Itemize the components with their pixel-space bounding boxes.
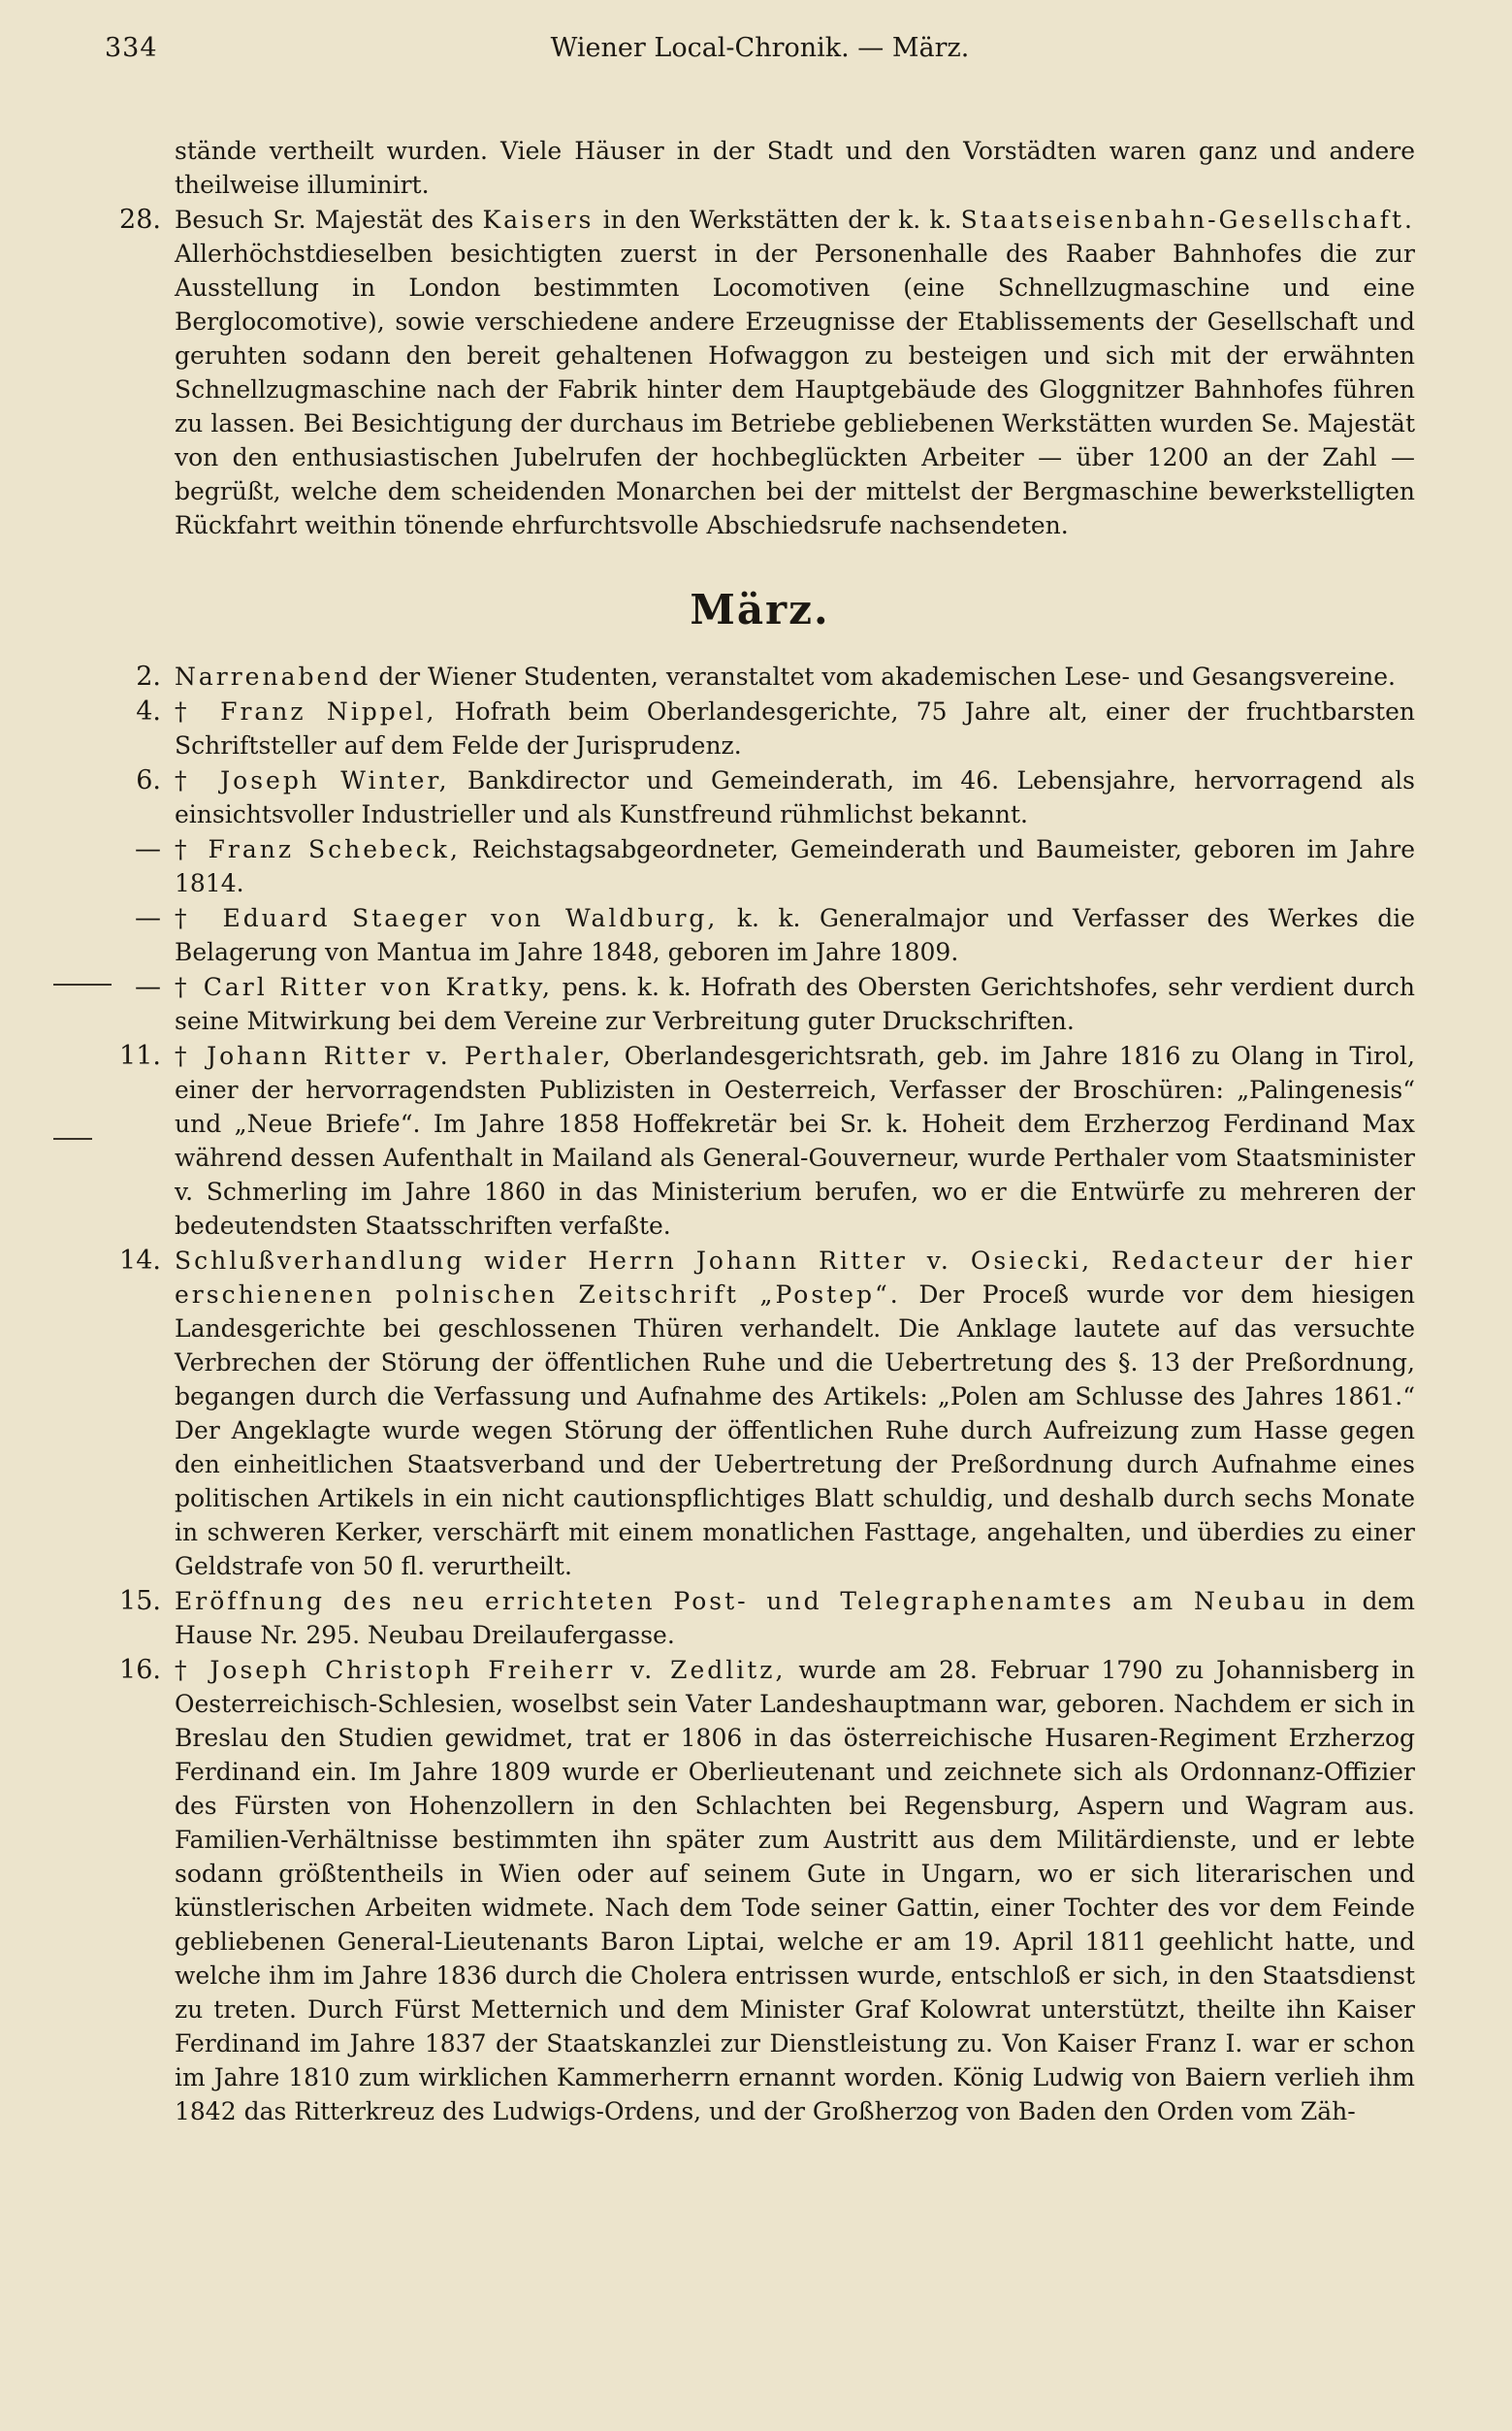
entry-text: † Joseph Christoph Freiherr v. Zedlitz, wurde am 28. Februar 1790 zu Johannisberg in Oesterreichisch-Schlesien, woselbst sein Vater Landeshauptmann war, geboren. Nachdem er sich in Breslau den Studien gewidmet, trat er 1806 in das österreichische Husaren-Regiment Erzherzog Ferdinand ein. Im Jahre 1809 wurde er Oberlieutenant und zeichnete sich als Ordonnanz-Offizier des Fürsten von Hohenzollern in den Schlachten bei Regensburg, Aspern und Wagram aus. Familien-Verhältnisse bestimmten ihn später zum Austritt aus dem Militärdienste, und er lebte sodann größtentheils in Wien oder auf seinem Gute in Ungarn, wo er sich literarischen und künstlerischen Arbeiten widmete. Nach dem Tode seiner Gattin, einer Tochter des vor dem Feinde gebliebenen General-Lieutenants Baron Liptai, welche er am 19. April 1811 geehlicht hatte, und welche ihm im Jahre 1836 durch die Cholera entrissen wurde, entschloß er sich, in den Staatsdienst zu treten. Durch Fürst Metternich und dem Minister Graf Kolowrat unterstützt, theilte ihn Kaiser Ferdinand im Jahre 1837 der Staatskanzlei zur Dienstleistung zu. Von Kaiser Franz I. war er schon im Jahre 1810 zum wirklichen Kammerherrn ernannt worden. König Ludwig von Baiern verlieh ihm 1842 das Ritterkreuz des Ludwigs-Ordens, und der Großherzog von Baden den Orden vom Zäh- (175, 1656, 1416, 2125)
emphasis-text: † Johann Ritter v. Perthaler, (175, 1042, 614, 1070)
list-item (105, 1039, 1415, 1243)
list-item (105, 1244, 1415, 1583)
list-item (105, 763, 1415, 831)
entry-number: 16. (119, 1655, 161, 1685)
entry-number: 2. (136, 662, 161, 692)
emphasis-text: Staatseisenbahn-Gesellschaft. (960, 206, 1415, 234)
emphasis-text: † Franz Nippel, (175, 697, 437, 726)
entry-number: 4. (136, 697, 161, 727)
entry-text: † Johann Ritter v. Perthaler, Oberlandesgerichtsrath, geb. im Jahre 1816 zu Olang in Tirol, einer der hervorragendsten Publizisten in Oesterreich, Verfasser der Broschüren: „Palingenesis“ und „Neue Briefe“. Im Jahre 1858 Hoffekretär bei Sr. k. Hoheit dem Erzherzog Ferdinand Max während dessen Aufenthalt in Mailand als General-Gouverneur, wurde Perthaler vom Staatsminister v. Schmerling im Jahre 1860 in das Ministerium berufen, wo er die Entwürfe zu mehreren der bedeutendsten Staatsschriften verfaßte. (175, 1042, 1415, 1240)
entry-number: 6. (136, 765, 161, 795)
entry-text: Besuch Sr. Majestät des Kaisers in den Werkstätten der k. k. Staatseisenbahn-Gesellschaft. Allerhöchstdieselben besichtigten zuerst in der Personenhalle des Raaber Bahnhofes die zur Ausstellung in London bestimmten Locomotiven (eine Schnellzugmaschine und eine Berglocomotive), sowie verschiedene andere Erzeugnisse der Etablissements der Gesellschaft und geruhten sodann den bereit gehaltenen Hofwaggon zu besteigen und sich mit der erwähnten Schnellzugmaschine nach der Fabrik hinter dem Hauptgebäude des Gloggnitzer Bahnhofes führen zu lassen. Bei Besichtigung der durchaus im Betriebe gebliebenen Werkstätten wurden Se. Majestät von den enthusiastischen Jubelrufen der hochbeglückten Arbeiter — über 1200 an der Zahl — begrüßt, welche dem scheidenden Monarchen bei der mittelst der Bergmaschine bewerkstelligten Rückfahrt weithin tönende ehrfurchtsvolle Abschiedsrufe nachsendeten. (175, 206, 1415, 539)
margin-pencil-mark (53, 1138, 92, 1140)
entry-list (105, 660, 1415, 2128)
entry-text: † Franz Schebeck, Reichstagsabgeordneter, Gemeinderath und Baumeister, geboren im Jahre 1814. (175, 835, 1415, 897)
list-item (105, 695, 1415, 762)
margin-pencil-mark (53, 984, 112, 986)
emphasis-text: † Carl Ritter von Kratky, (175, 973, 553, 1001)
entry-number: 15. (119, 1586, 161, 1616)
list-item (105, 660, 1415, 694)
emphasis-text: † Joseph Winter, (175, 766, 450, 794)
entry-number: 14. (119, 1246, 161, 1276)
entry-number: 28. (119, 205, 161, 235)
emphasis-text: Narrenabend (175, 663, 371, 691)
entry-text: † Franz Nippel, Hofrath beim Oberlandesgerichte, 75 Jahre alt, einer der fruchtbarsten Schriftsteller auf dem Felde der Jurisprudenz. (175, 697, 1415, 760)
list-item (105, 1653, 1415, 2128)
entry-text: Narrenabend der Wiener Studenten, veranstaltet vom akademischen Lese- und Gesangsvereine. (175, 663, 1396, 691)
emphasis-text: † Eduard Staeger von Waldburg, (175, 904, 719, 932)
emphasis-text: Eröffnung des neu errichteten Post- und Telegraphenamtes am Neubau (175, 1587, 1308, 1615)
emphasis-text: † Franz Schebeck, (175, 835, 461, 863)
entry-text: Schlußverhandlung wider Herrn Johann Ritter v. Osiecki, Redacteur der hier erschienenen polnischen Zeitschrift „Postep“. Der Proceß wurde vor dem hiesigen Landesgerichte bei geschlossenen Thüren verhandelt. Die Anklage lautete auf das versuchte Verbrechen der Störung der öffentlichen Ruhe und die Uebertretung des §. 13 der Preßordnung, begangen durch die Verfassung und Aufnahme des Artikels: „Polen am Schlusse des Jahres 1861.“ Der Angeklagte wurde wegen Störung der öffentlichen Ruhe durch Aufreizung zum Hasse gegen den einheitlichen Staatsverband und der Uebertretung der Preßordnung durch Aufnahme eines politischen Artikels in ein nicht cautionspflichtiges Blatt schuldig, und deshalb durch sechs Monate in schweren Kerker, verschärft mit einem monatlichen Fasttage, angehalten, und überdies zu einer Geldstrafe von 50 fl. verurtheilt. (175, 1247, 1415, 1580)
list-item (105, 832, 1415, 900)
page-number: 334 (105, 33, 158, 63)
list-item (105, 970, 1415, 1038)
emphasis-text: † Joseph Christoph Freiherr v. Zedlitz, (175, 1656, 787, 1684)
continuation-paragraph (105, 134, 1415, 202)
entry-text: † Eduard Staeger von Waldburg, k. k. Generalmajor und Verfasser des Werkes die Belagerung von Mantua im Jahre 1848, geboren im Jahre 1809. (175, 904, 1415, 966)
entry-text: † Joseph Winter, Bankdirector und Gemeinderath, im 46. Lebensjahre, hervorragend als einsichtsvoller Industrieller und als Kunstfreund rühmlichst bekannt. (175, 766, 1415, 828)
entry-number: — (135, 834, 161, 864)
page-body (105, 134, 1415, 2128)
entry-number: — (135, 972, 161, 1002)
list-item (105, 901, 1415, 969)
section-title: März. (690, 586, 830, 633)
entry-text: Eröffnung des neu errichteten Post- und Telegraphenamtes am Neubau in dem Hause Nr. 295. Neubau Dreilaufergasse. (175, 1587, 1415, 1649)
running-title: Wiener Local-Chronik. — März. (550, 33, 970, 63)
continuation-text: stände vertheilt wurden. Viele Häuser in der Stadt und den Vorstädten waren ganz und andere theilweise illuminirt. (175, 137, 1415, 199)
emphasis-text: Schlußverhandlung wider Herrn Johann Ritter v. Osiecki, Redacteur der hier erschienenen polnischen Zeitschrift „Postep“. (175, 1247, 1415, 1309)
entry-28 (105, 203, 1415, 542)
entry-text: † Carl Ritter von Kratky, pens. k. k. Hofrath des Obersten Gerichtshofes, sehr verdient durch seine Mitwirkung bei dem Vereine zur Verbreitung guter Druckschriften. (175, 973, 1415, 1035)
entry-number: — (135, 903, 161, 933)
entry-number: 11. (119, 1041, 161, 1071)
emphasis-text: Kaisers (482, 206, 595, 234)
page-header (105, 25, 1415, 70)
list-item (105, 1584, 1415, 1652)
